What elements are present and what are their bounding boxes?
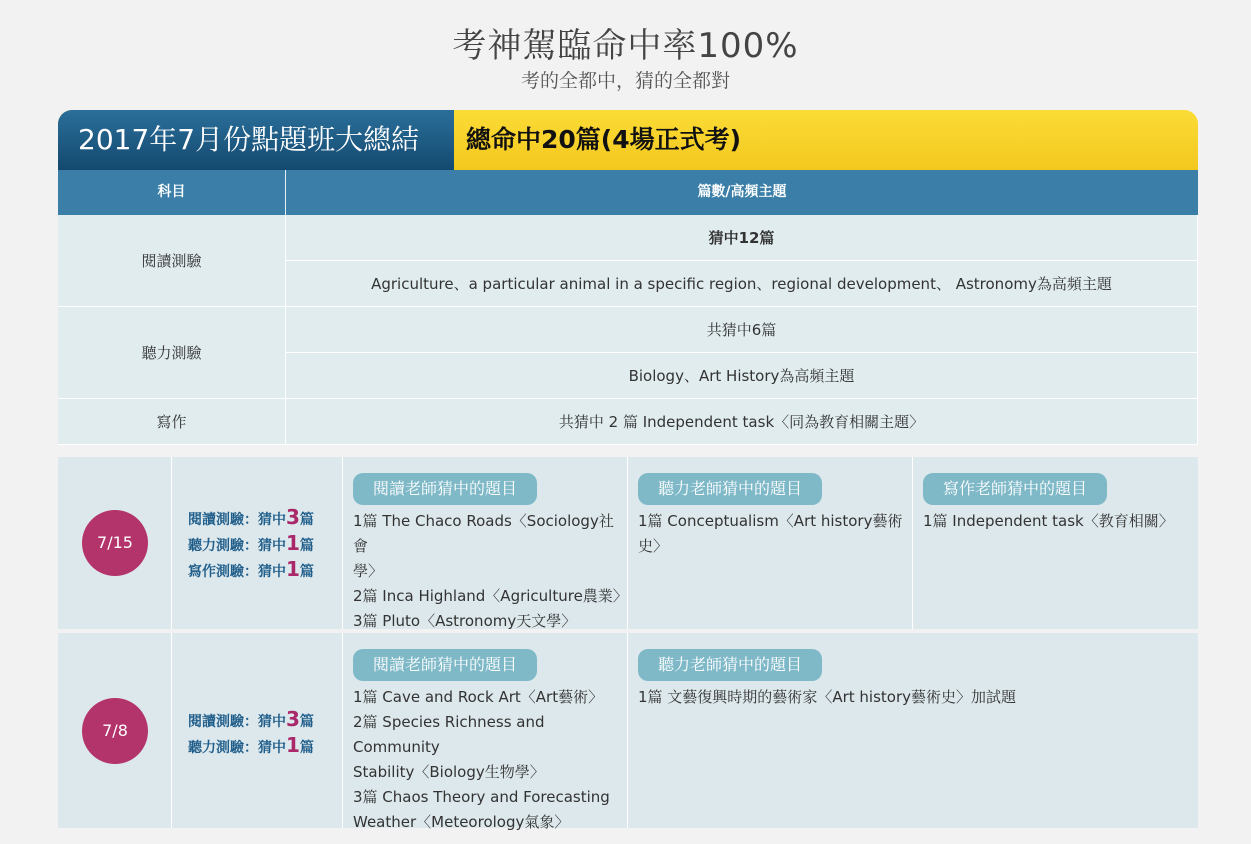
reading-topics-column — [343, 457, 628, 629]
reading-topics-column — [343, 633, 628, 831]
stat-reading: 閱讀測驗：猜中3篇 — [188, 505, 314, 529]
reading-topic-list — [353, 685, 627, 835]
date-column — [58, 633, 172, 828]
date-badge: 7/8 — [82, 698, 148, 764]
list-item: 1篇 Independent task〈教育相關〉 — [923, 512, 1174, 530]
list-item: 2篇 Inca Highland〈Agriculture農業〉 — [353, 587, 628, 605]
row-listening-topics: Biology、Art History為高頻主題 — [286, 353, 1198, 399]
row-listening-count: 共猜中6篇 — [286, 307, 1198, 353]
list-item: 1篇 Conceptualism〈Art history藝術 — [638, 512, 903, 530]
reading-teacher-pill: 閱讀老師猜中的題目 — [353, 649, 537, 681]
list-item: 1篇 文藝復興時期的藝術家〈Art history藝術史〉加試題 — [638, 688, 1016, 706]
stat-listening: 聽力測驗：猜中1篇 — [188, 733, 314, 757]
header-subject: 科目 — [58, 170, 286, 215]
listening-topics-column — [628, 633, 1198, 828]
banner-title: 2017年7月份點題班大總結 — [58, 110, 454, 170]
summary-banner — [58, 110, 1198, 170]
stat-writing: 寫作測驗：猜中1篇 — [188, 557, 314, 581]
date-column — [58, 457, 172, 629]
row-listening-subject: 聽力測驗 — [58, 307, 286, 399]
writing-teacher-pill: 寫作老師猜中的題目 — [923, 473, 1107, 505]
reading-topic-list — [353, 509, 627, 634]
stats-column — [172, 457, 343, 629]
list-item: 2篇 Species Richness and Community — [353, 713, 545, 756]
row-reading-topics: Agriculture、a particular animal in a specific region、regional development、 Astronomy為高頻主題 — [286, 261, 1198, 307]
writing-topics-column — [913, 457, 1198, 629]
hero-subtitle: 考的全都中，猜的全都對 — [520, 70, 730, 92]
writing-topic-list — [923, 509, 1174, 534]
summary-header-row — [58, 170, 1198, 215]
listening-topic-list — [638, 685, 1016, 710]
listening-teacher-pill: 聽力老師猜中的題目 — [638, 649, 822, 681]
stat-listening: 聽力測驗：猜中1篇 — [188, 531, 314, 555]
listening-topics-column — [628, 457, 913, 629]
row-reading-subject: 閱讀測驗 — [58, 215, 286, 307]
list-item: 學〉 — [353, 562, 384, 580]
banner-total: 總命中20篇(4場正式考) — [454, 110, 1198, 170]
header-topics: 篇數/高頻主題 — [697, 184, 787, 200]
listening-teacher-pill: 聽力老師猜中的題目 — [638, 473, 822, 505]
date-badge: 7/15 — [82, 510, 148, 576]
list-item: 1篇 Cave and Rock Art〈Art藝術〉 — [353, 688, 604, 706]
list-item: Stability〈Biology生物學〉 — [353, 763, 545, 781]
exam-block-0715 — [58, 457, 1198, 629]
exam-block-0708 — [58, 633, 1198, 831]
stats-column — [172, 633, 343, 828]
hero-title: 考神駕臨命中率100% — [452, 26, 799, 66]
row-writing-summary: 共猜中 2 篇 Independent task〈同為教育相關主題〉 — [286, 399, 1198, 445]
reading-teacher-pill: 閱讀老師猜中的題目 — [353, 473, 537, 505]
list-item: 1篇 The Chaco Roads〈Sociology社會 — [353, 512, 614, 555]
listening-topic-list — [638, 509, 902, 559]
list-item: 3篇 Chaos Theory and Forecasting — [353, 788, 610, 806]
row-writing-subject: 寫作 — [58, 399, 286, 445]
list-item: Weather〈Meteorology氣象〉 — [353, 813, 570, 831]
stat-reading: 閱讀測驗：猜中3篇 — [188, 707, 314, 731]
list-item: 3篇 Pluto〈Astronomy天文學〉 — [353, 612, 577, 630]
row-reading-count: 猜中12篇 — [286, 215, 1198, 261]
list-item: 史〉 — [638, 537, 669, 555]
